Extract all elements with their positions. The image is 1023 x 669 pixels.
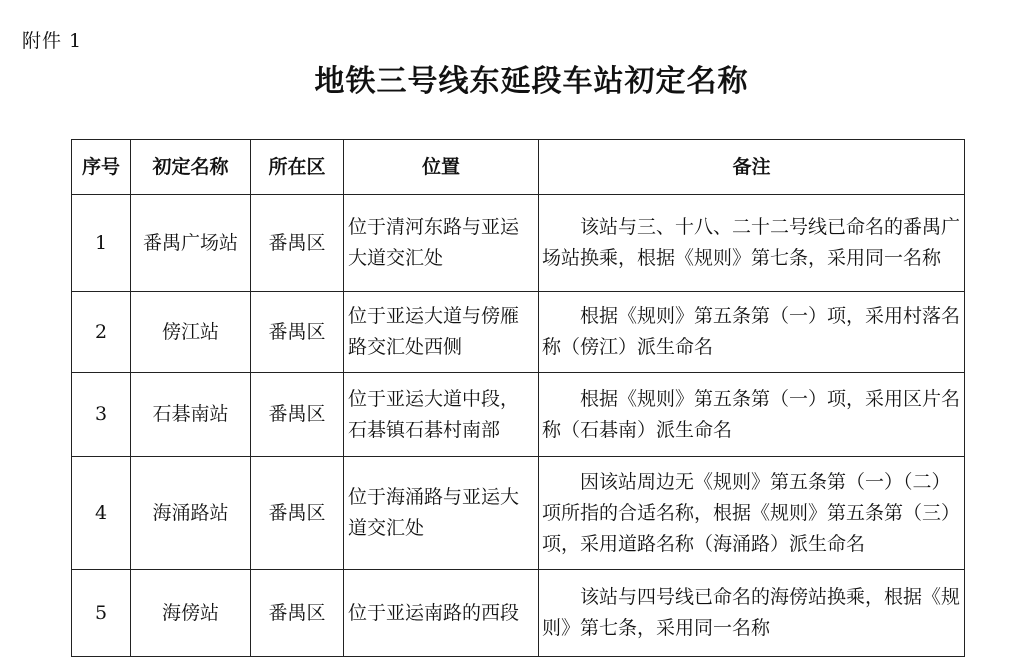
table-row — [72, 373, 965, 457]
table-row — [72, 292, 965, 373]
notes-text: 该站与四号线已命名的海傍站换乘，根据《规则》第七条，采用同一名称 — [542, 586, 961, 639]
table-row — [72, 570, 965, 657]
cell-location: 位于亚运大道与傍雁路交汇处西侧 — [344, 292, 539, 373]
cell-no: 3 — [72, 373, 131, 457]
header-name: 初定名称 — [131, 140, 251, 195]
cell-location: 位于亚运南路的西段 — [344, 570, 539, 657]
cell-notes — [539, 373, 965, 457]
cell-notes — [539, 457, 965, 570]
header-notes: 备注 — [539, 140, 965, 195]
cell-location: 位于清河东路与亚运大道交汇处 — [344, 195, 539, 292]
cell-name: 海傍站 — [131, 570, 251, 657]
header-no: 序号 — [72, 140, 131, 195]
cell-name: 番禺广场站 — [131, 195, 251, 292]
table-header-row — [72, 140, 965, 195]
cell-district: 番禺区 — [251, 195, 344, 292]
cell-no: 2 — [72, 292, 131, 373]
cell-district: 番禺区 — [251, 570, 344, 657]
station-names-table — [71, 139, 965, 657]
cell-location: 位于亚运大道中段，石碁镇石碁村南部 — [344, 373, 539, 457]
notes-text: 因该站周边无《规则》第五条第（一）（二）项所指的合适名称，根据《规则》第五条第（三）项，采用道路名称（海涌路）派生命名 — [542, 470, 961, 555]
table-row — [72, 195, 965, 292]
notes-text: 根据《规则》第五条第（一）项，采用区片名称（石碁南）派生命名 — [542, 387, 961, 441]
cell-notes — [539, 570, 965, 657]
cell-name: 傍江站 — [131, 292, 251, 373]
notes-text: 该站与三、十八、二十二号线已命名的番禺广场站换乘，根据《规则》第七条，采用同一名称 — [542, 216, 961, 269]
header-district: 所在区 — [251, 140, 344, 195]
cell-name: 石碁南站 — [131, 373, 251, 457]
cell-name: 海涌路站 — [131, 457, 251, 570]
table-row — [72, 457, 965, 570]
cell-no: 5 — [72, 570, 131, 657]
cell-location: 位于海涌路与亚运大道交汇处 — [344, 457, 539, 570]
cell-no: 4 — [72, 457, 131, 570]
cell-notes — [539, 195, 965, 292]
cell-district: 番禺区 — [251, 457, 344, 570]
cell-district: 番禺区 — [251, 292, 344, 373]
header-location: 位置 — [344, 140, 539, 195]
notes-text: 根据《规则》第五条第（一）项，采用村落名称（傍江）派生命名 — [542, 305, 961, 358]
document-title: 地铁三号线东延段车站初定名称 — [314, 64, 749, 99]
cell-notes — [539, 292, 965, 373]
attachment-label: 附件 1 — [22, 30, 83, 52]
cell-no: 1 — [72, 195, 131, 292]
cell-district: 番禺区 — [251, 373, 344, 457]
